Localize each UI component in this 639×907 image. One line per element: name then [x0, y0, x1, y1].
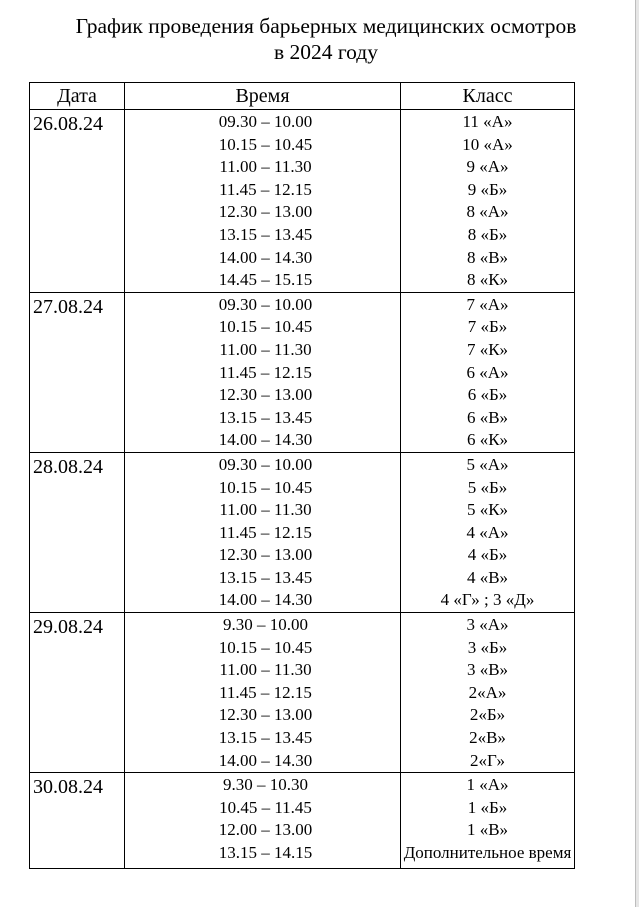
- time-cell: [125, 292, 401, 452]
- table-row: [30, 110, 575, 293]
- class-name: 5 «К»: [466, 500, 509, 520]
- class-name: 1 «В»: [466, 820, 509, 840]
- time-slot: 11.00 – 11.30: [219, 339, 312, 359]
- table-row: [30, 292, 575, 452]
- time-slot: 12.30 – 13.00: [218, 705, 313, 725]
- time-slot: 12.30 – 13.00: [218, 202, 313, 222]
- class-name: 9 «Б»: [467, 179, 508, 199]
- date-cell: 29.08.24: [30, 613, 125, 773]
- class-name: 2«Г»: [470, 750, 505, 770]
- table-row: [30, 452, 575, 612]
- time-cell: [125, 613, 401, 773]
- table-row: [30, 613, 575, 773]
- date-cell: 30.08.24: [30, 773, 125, 868]
- class-cell: [401, 110, 575, 293]
- time-slot: 14.00 – 14.30: [218, 590, 313, 610]
- class-name: Дополнительное время: [403, 843, 572, 862]
- title-line-1: График проведения барьерных медицинских осмотров: [75, 14, 577, 38]
- class-name: 4 «А»: [466, 522, 509, 542]
- class-name: 3 «А»: [466, 615, 509, 635]
- time-slot: 12.30 – 13.00: [218, 545, 313, 565]
- class-name: 8 «В»: [466, 247, 509, 267]
- time-slot: 10.45 – 11.45: [219, 797, 312, 817]
- header-row: [30, 83, 575, 110]
- class-name: 5 «А»: [466, 454, 509, 474]
- time-slot: 10.15 – 10.45: [218, 317, 313, 337]
- time-cell: [125, 452, 401, 612]
- time-cell: [125, 110, 401, 293]
- time-slot: 13.15 – 13.45: [218, 224, 313, 244]
- date-cell: 26.08.24: [30, 110, 125, 293]
- time-slot: 11.45 – 12.15: [219, 682, 312, 702]
- document-title: [0, 13, 639, 65]
- time-slot: 11.00 – 11.30: [219, 500, 312, 520]
- class-name: 3 «Б»: [467, 637, 508, 657]
- class-name: 2«А»: [468, 682, 507, 702]
- class-name: 6 «А»: [466, 362, 509, 382]
- class-name: 6 «В»: [466, 407, 509, 427]
- time-slot: 11.45 – 12.15: [219, 362, 312, 382]
- class-name: 7 «Б»: [467, 317, 508, 337]
- time-slot: 09.30 – 10.00: [218, 454, 313, 474]
- class-name: 1 «Б»: [467, 797, 508, 817]
- class-name: 8 «Б»: [467, 224, 508, 244]
- class-name: 1 «А»: [466, 775, 509, 795]
- time-slot: 12.30 – 13.00: [218, 385, 313, 405]
- time-slot: 09.30 – 10.00: [218, 294, 313, 314]
- class-name: 3 «В»: [466, 660, 509, 680]
- time-slot: 11.00 – 11.30: [219, 660, 312, 680]
- class-cell: [401, 613, 575, 773]
- time-slot: 14.45 – 15.15: [218, 270, 313, 290]
- class-cell: [401, 292, 575, 452]
- class-name: 7 «К»: [466, 339, 509, 359]
- header-time: Время: [125, 83, 401, 110]
- time-slot: 9.30 – 10.30: [223, 775, 308, 795]
- time-slot: 13.15 – 13.45: [218, 728, 313, 748]
- class-name: 5 «Б»: [467, 477, 508, 497]
- time-slot: 9.30 – 10.00: [223, 615, 308, 635]
- class-name: 7 «А»: [466, 294, 509, 314]
- time-slot: 13.15 – 13.45: [218, 567, 313, 587]
- time-slot: 11.45 – 12.15: [219, 179, 312, 199]
- date-cell: 28.08.24: [30, 452, 125, 612]
- class-name: 4 «Б»: [467, 545, 508, 565]
- schedule-table: [29, 82, 575, 869]
- time-cell: [125, 773, 401, 868]
- title-line-2: в 2024 году: [273, 40, 378, 64]
- time-slot: 14.00 – 14.30: [218, 247, 313, 267]
- class-name: 2«Б»: [469, 705, 506, 725]
- class-name: 4 «Г» ; 3 «Д»: [440, 590, 535, 610]
- time-slot: 10.15 – 10.45: [218, 134, 313, 154]
- time-slot: 11.45 – 12.15: [219, 522, 312, 542]
- date-cell: 27.08.24: [30, 292, 125, 452]
- time-slot: 09.30 – 10.00: [218, 112, 313, 131]
- time-slot: 10.15 – 10.45: [218, 477, 313, 497]
- class-name: 11 «А»: [462, 112, 513, 131]
- class-name: 9 «А»: [466, 157, 509, 177]
- time-slot: 10.15 – 10.45: [218, 637, 313, 657]
- class-cell: [401, 452, 575, 612]
- class-name: 2«В»: [469, 728, 506, 748]
- header-date: Дата: [30, 83, 125, 110]
- header-class: Класс: [401, 83, 575, 110]
- time-slot: 12.00 – 13.00: [218, 820, 313, 840]
- time-slot: 11.00 – 11.30: [219, 157, 312, 177]
- time-slot: 14.00 – 14.30: [218, 750, 313, 770]
- class-cell: [401, 773, 575, 868]
- time-slot: 14.00 – 14.30: [218, 430, 313, 450]
- class-name: 6 «Б»: [467, 385, 508, 405]
- time-slot: 13.15 – 13.45: [218, 407, 313, 427]
- page-edge: [635, 0, 639, 907]
- class-name: 6 «К»: [466, 430, 509, 450]
- class-name: 10 «А»: [462, 134, 513, 154]
- class-name: 4 «В»: [466, 567, 509, 587]
- schedule-body: [30, 110, 575, 869]
- class-name: 8 «А»: [466, 202, 509, 222]
- class-name: 8 «К»: [466, 270, 509, 290]
- table-row: [30, 773, 575, 868]
- time-slot: 13.15 – 14.15: [218, 843, 313, 862]
